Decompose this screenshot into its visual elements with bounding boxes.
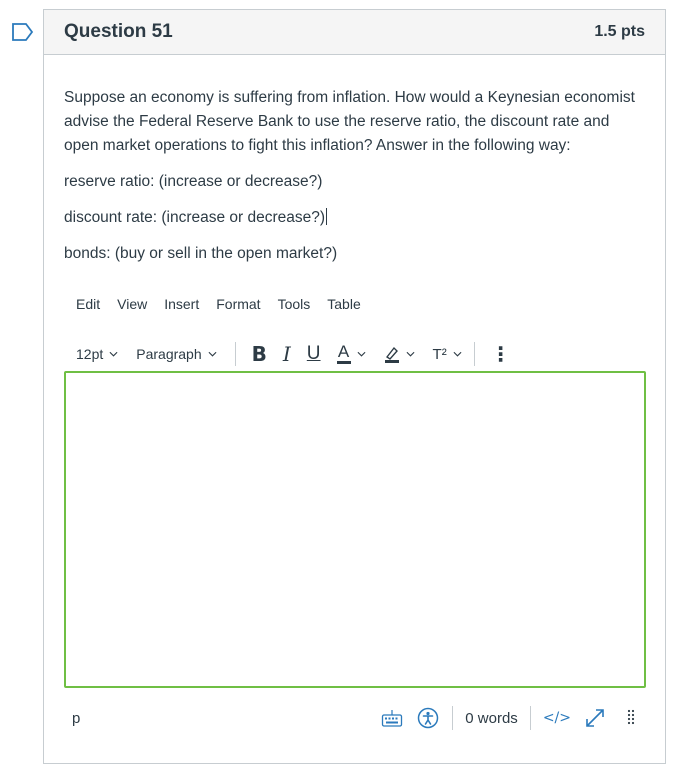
answer-format-line: reserve ratio: (increase or decrease?) [64,173,323,190]
text-color-icon: A [337,344,351,364]
keyboard-shortcuts-icon[interactable] [380,706,404,730]
editor-statusbar [72,706,643,730]
html-editor-button[interactable]: </> [542,710,571,726]
highlight-color-button[interactable] [384,345,415,363]
chevron-down-icon [109,351,118,357]
more-options-button[interactable]: ⋮ [490,343,511,366]
answer-format-line: bonds: (buy or sell in the open market?) [64,245,338,262]
question-title: Question 51 [64,21,173,42]
font-size-value: 12pt [76,346,104,362]
menu-insert[interactable]: Insert [164,296,200,312]
superscript-button[interactable] [433,346,462,363]
answer-format-line: discount rate: (increase or decrease?) [64,209,326,226]
block-format-select[interactable] [136,346,216,362]
toolbar-divider [235,342,236,366]
fullscreen-expand-icon[interactable] [583,706,607,730]
highlighter-icon [384,345,400,363]
editor-menubar [76,296,361,312]
word-count[interactable]: 0 words [465,709,518,727]
chevron-down-icon [208,351,217,357]
bold-button[interactable]: B [251,342,267,366]
menu-table[interactable]: Table [327,296,361,312]
chevron-down-icon [357,351,366,357]
chevron-down-icon [453,351,462,357]
statusbar-divider [530,706,531,730]
underline-button[interactable]: U [306,343,321,364]
italic-button[interactable]: I [282,342,291,366]
menu-view[interactable]: View [117,296,148,312]
resize-handle-icon[interactable] [619,706,643,730]
superscript-icon: T² [432,345,447,363]
text-caret [326,208,327,225]
text-color-button[interactable] [337,344,366,364]
menu-tools[interactable]: Tools [277,296,311,312]
question-header [44,10,665,55]
question-text [64,86,647,278]
toolbar-divider [474,342,475,366]
menu-edit[interactable]: Edit [76,296,101,312]
menu-format[interactable]: Format [216,296,261,312]
chevron-down-icon [406,351,415,357]
accessibility-checker-icon[interactable] [416,706,440,730]
font-size-select[interactable] [76,346,118,362]
question-prompt: Suppose an economy is suffering from inflation. How would a Keynesian economist advise the Federal Reserve Bank to use the reserve ratio, the discount rate and open market operations to fight this inflation? Answer in the following way: [64,89,635,154]
flag-question-icon[interactable] [11,22,35,42]
rich-text-editor-area[interactable] [64,371,646,688]
question-points: 1.5 pts [594,23,645,40]
statusbar-divider [452,706,453,730]
question-card [43,9,666,764]
block-format-value: Paragraph [136,346,202,362]
editor-toolbar [76,338,527,370]
element-path[interactable]: p [72,709,81,727]
